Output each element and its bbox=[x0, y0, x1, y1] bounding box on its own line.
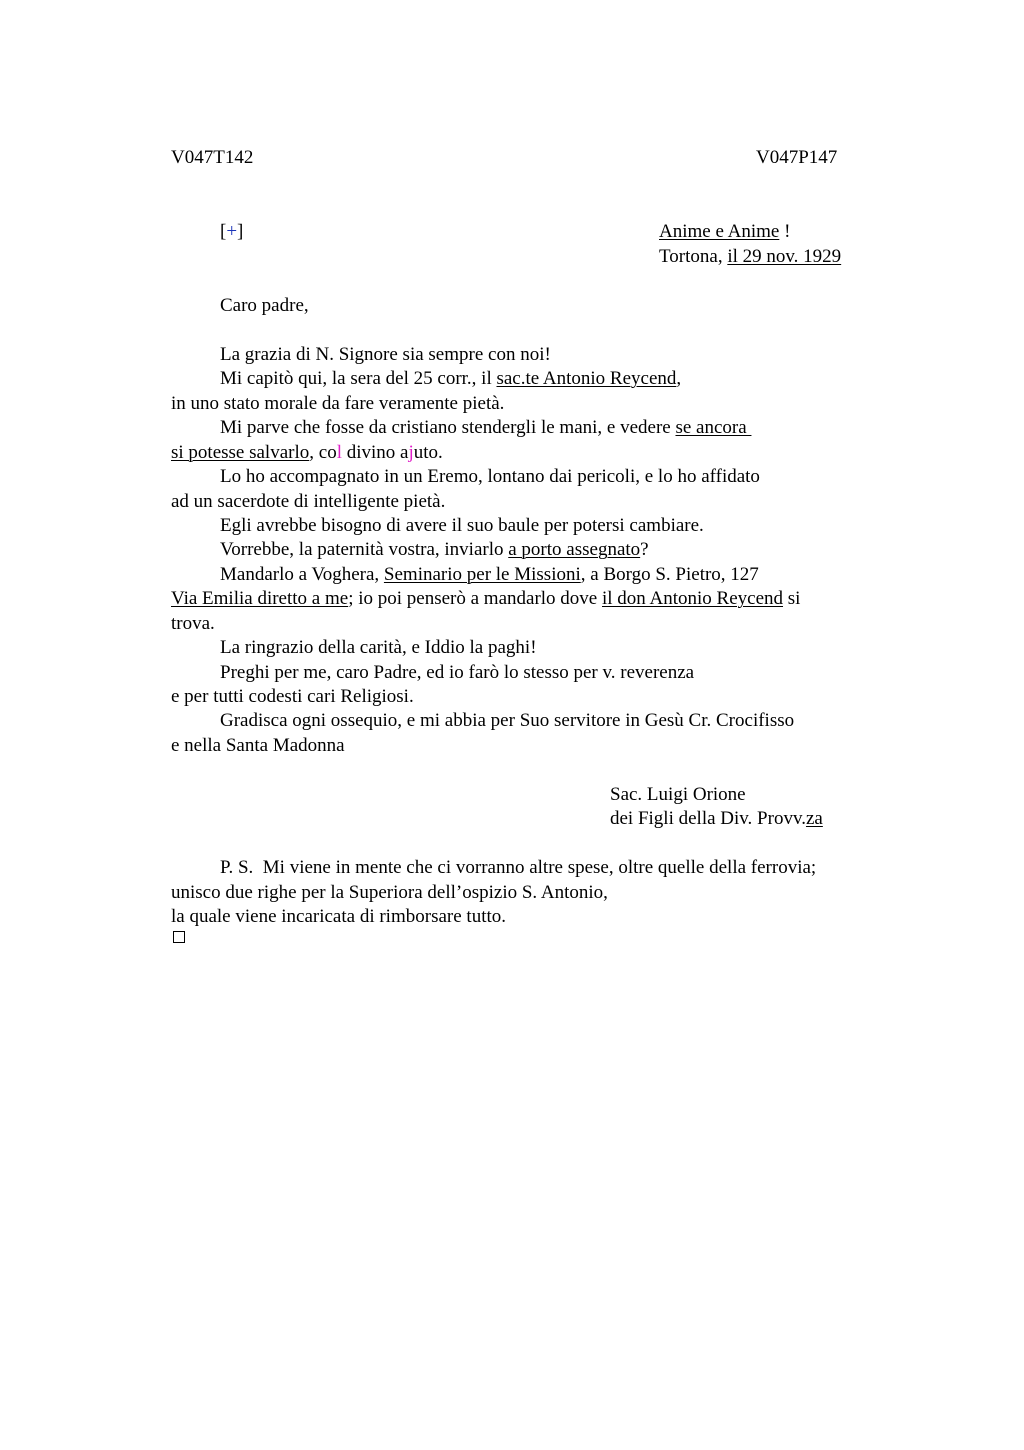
body-line bbox=[220, 416, 751, 440]
cross-icon: + bbox=[226, 221, 238, 242]
highlighted-letter: l bbox=[336, 442, 342, 463]
underlined-text: a porto assegnato bbox=[508, 539, 641, 560]
body-line: La grazia di N. Signore sia sempre con noi! bbox=[220, 344, 551, 365]
cross-mark bbox=[220, 220, 243, 244]
motto bbox=[659, 220, 790, 244]
body-line: e nella Santa Madonna bbox=[171, 735, 345, 756]
body-line: ad un sacerdote di intelligente pietà. bbox=[171, 491, 446, 512]
underlined-text: Seminario per le Missioni bbox=[383, 564, 581, 585]
text: divino a bbox=[341, 442, 409, 463]
body-line bbox=[220, 367, 681, 391]
person-name: sac.te Antonio Reycend bbox=[496, 368, 677, 389]
underlined-text: si potesse salvarlo bbox=[171, 442, 310, 463]
bracket-close: ] bbox=[237, 221, 244, 242]
body-line: Lo ho accompagnato in un Eremo, lontano dai pericoli, e lo ho affidato bbox=[220, 466, 760, 487]
document-code-right: V047P147 bbox=[756, 147, 838, 168]
signature-title bbox=[610, 807, 823, 831]
text: Mi parve che fosse da cristiano stendergli le mani, e vedere bbox=[220, 417, 676, 438]
text: Mi capitò qui, la sera del 25 corr., il bbox=[220, 368, 497, 389]
text: Vorrebbe, la paternità vostra, inviarlo bbox=[220, 539, 509, 560]
postscript-line: unisco due righe per la Superiora dell’ospizio S. Antonio, bbox=[171, 882, 608, 903]
underlined-text: Via Emilia diretto a me bbox=[171, 588, 349, 609]
motto-punct: ! bbox=[779, 221, 791, 242]
body-line: in uno stato morale da fare veramente pietà. bbox=[171, 393, 505, 414]
text: , bbox=[676, 368, 682, 389]
text: dei Figli della Div. Provv. bbox=[610, 808, 806, 829]
signature-name: Sac. Luigi Orione bbox=[610, 784, 746, 805]
body-line: Egli avrebbe bisogno di avere il suo baule per potersi cambiare. bbox=[220, 515, 704, 536]
place: Tortona, bbox=[659, 246, 728, 267]
postscript-line: la quale viene incaricata di rimborsare tutto. bbox=[171, 906, 506, 927]
text: si bbox=[783, 588, 801, 609]
text: ; io poi penserò a mandarlo dove bbox=[348, 588, 602, 609]
postscript-line: P. S. Mi viene in mente che ci vorranno altre spese, oltre quelle della ferrovia; bbox=[220, 857, 817, 878]
text: ? bbox=[640, 539, 649, 560]
body-line bbox=[171, 587, 800, 611]
date: il 29 nov. 1929 bbox=[727, 246, 842, 267]
underlined-text: se ancora bbox=[675, 417, 752, 438]
salutation: Caro padre, bbox=[220, 295, 309, 316]
text: Mandarlo a Voghera, bbox=[220, 564, 384, 585]
text: uto. bbox=[413, 442, 443, 463]
person-name: il don Antonio Reycend bbox=[602, 588, 784, 609]
motto-text: Anime e Anime bbox=[659, 221, 780, 242]
body-line bbox=[220, 563, 759, 587]
body-line: Gradisca ogni ossequio, e mi abbia per Suo servitore in Gesù Cr. Crocifisso bbox=[220, 710, 795, 731]
body-line: Preghi per me, caro Padre, ed io farò lo stesso per v. reverenza bbox=[220, 662, 695, 683]
body-line: e per tutti codesti cari Religiosi. bbox=[171, 686, 414, 707]
bracket-open: [ bbox=[220, 221, 227, 242]
body-line: La ringrazio della carità, e Iddio la paghi! bbox=[220, 637, 537, 658]
place-date bbox=[659, 245, 841, 269]
body-line: trova. bbox=[171, 613, 215, 634]
end-square-icon bbox=[173, 931, 185, 943]
highlighted-letter: j bbox=[408, 442, 414, 463]
document-code-left: V047T142 bbox=[171, 147, 254, 168]
body-line bbox=[171, 441, 443, 465]
text: , a Borgo S. Pietro, 127 bbox=[580, 564, 759, 585]
underlined-text: za bbox=[805, 808, 823, 829]
body-line bbox=[220, 538, 649, 562]
text: , co bbox=[309, 442, 337, 463]
